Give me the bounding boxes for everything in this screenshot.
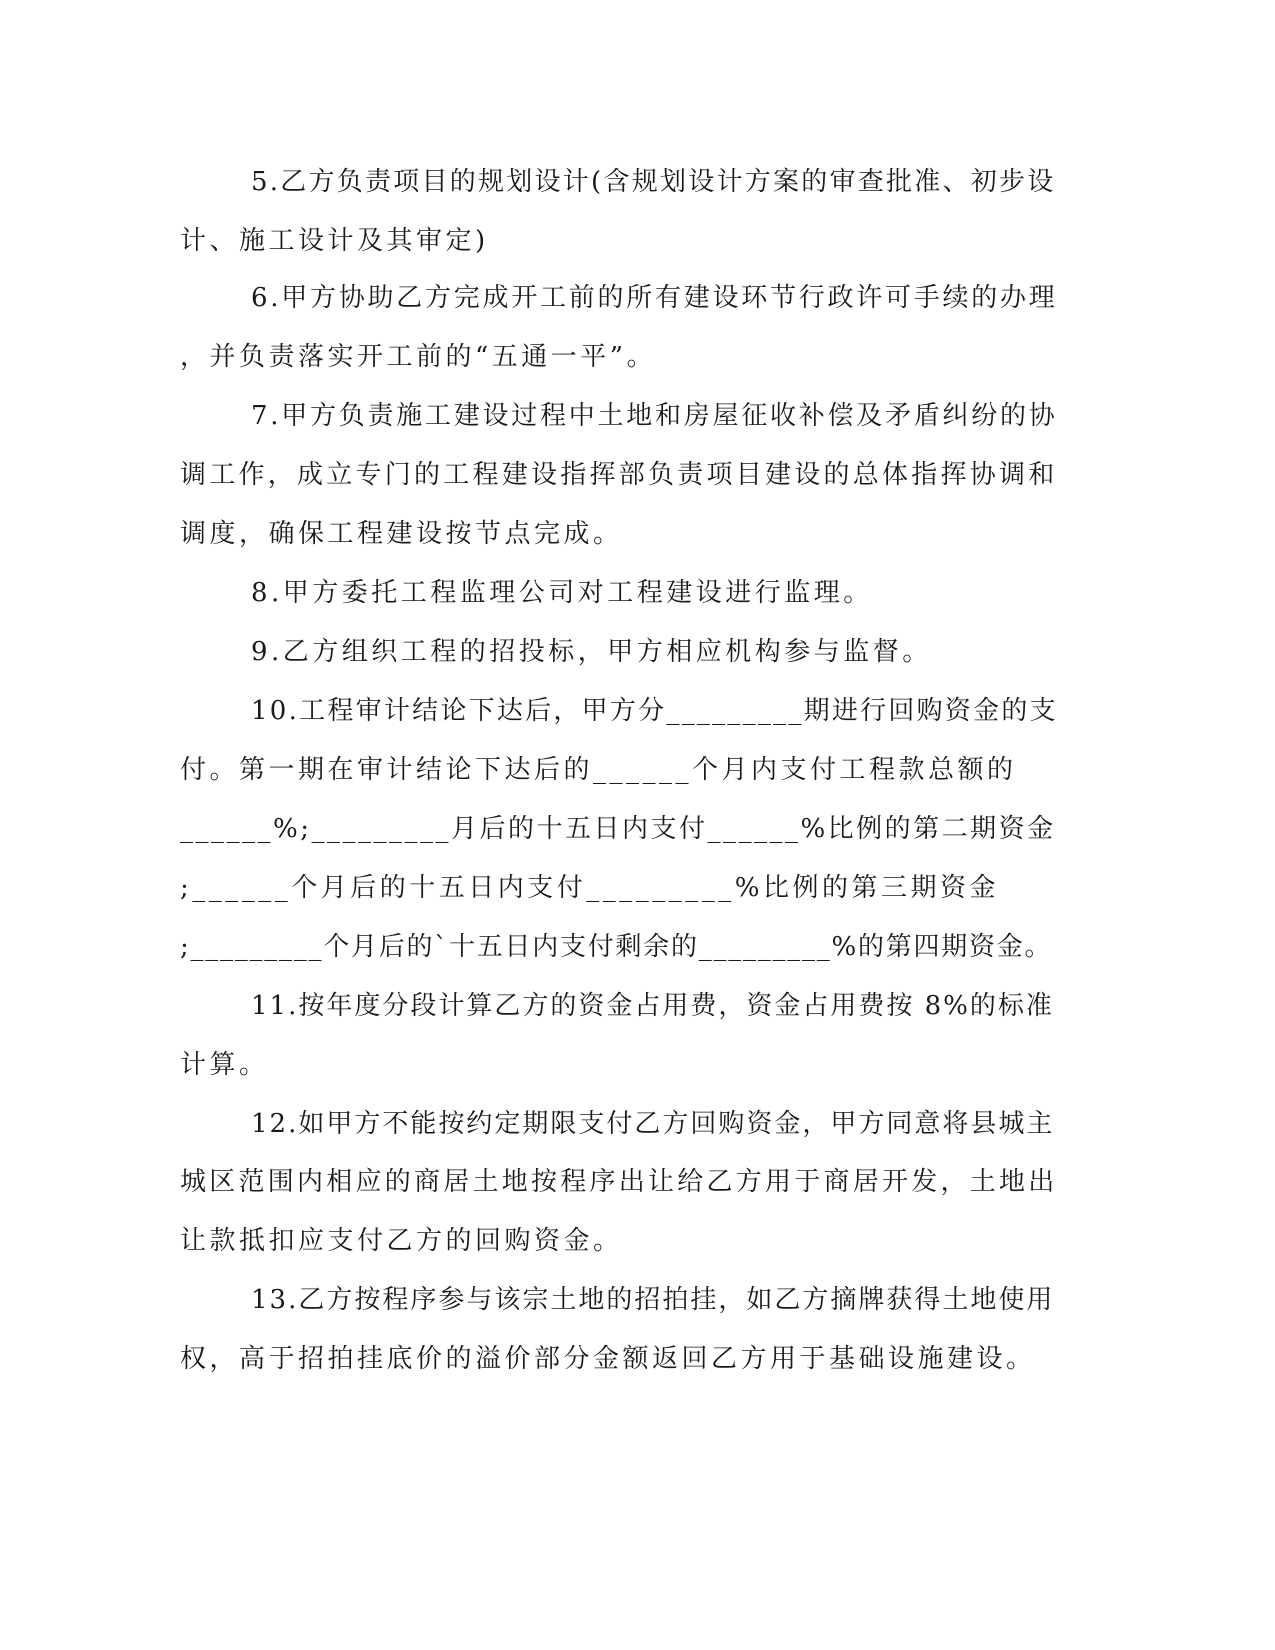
text-line: 9.乙方组织工程的招投标，甲方相应机构参与监督。 <box>251 637 932 667</box>
text-line: 城区范围内相应的商居土地按程序出让给乙方用于商居开发，土地出 <box>180 1167 1058 1197</box>
text-line: 6.甲方协助乙方完成开工前的所有建设环节行政许可手续的办理 <box>251 283 1058 313</box>
text-line: 权，高于招拍挂底价的溢价部分金额返回乙方用于基础设施建设。 <box>180 1344 1036 1374</box>
text-line: ;_________个月后的`十五日内支付剩余的_________%的第四期资金。 <box>180 932 1053 962</box>
text-line: 计算。 <box>180 1050 269 1080</box>
text-line: 13.乙方按程序参与该宗土地的招拍挂，如乙方摘牌获得土地使用 <box>251 1285 1055 1315</box>
text-line: 调度，确保工程建设按节点完成。 <box>180 519 623 549</box>
text-line: 付。第一期在审计结论下达后的______个月内支付工程款总额的 <box>180 755 1017 785</box>
text-line: 调工作，成立专门的工程建设指挥部负责项目建设的总体指挥协调和 <box>180 460 1058 490</box>
text-line: 7.甲方负责施工建设过程中土地和房屋征收补偿及矛盾纠纷的协 <box>251 401 1058 431</box>
text-line: 8.甲方委托工程监理公司对工程建设进行监理。 <box>251 578 873 608</box>
text-line: ______%;_________月后的十五日内支付______%比例的第二期资金 <box>180 814 1056 844</box>
text-line: 5.乙方负责项目的规划设计(含规划设计方案的审查批准、初步设 <box>251 167 1056 197</box>
text-line: 计、施工设计及其审定) <box>180 226 489 256</box>
text-line: ，并负责落实开工前的“五通一平”。 <box>180 342 657 372</box>
text-line: 11.按年度分段计算乙方的资金占用费，资金占用费按 8%的标准 <box>251 991 1054 1021</box>
text-line: ;______个月后的十五日内支付_________%比例的第三期资金 <box>180 873 999 903</box>
text-line: 10.工程审计结论下达后，甲方分_________期进行回购资金的支 <box>251 696 1058 726</box>
text-line: 让款抵扣应支付乙方的回购资金。 <box>180 1226 623 1256</box>
text-line: 12.如甲方不能按约定期限支付乙方回购资金，甲方同意将县城主 <box>251 1109 1055 1139</box>
